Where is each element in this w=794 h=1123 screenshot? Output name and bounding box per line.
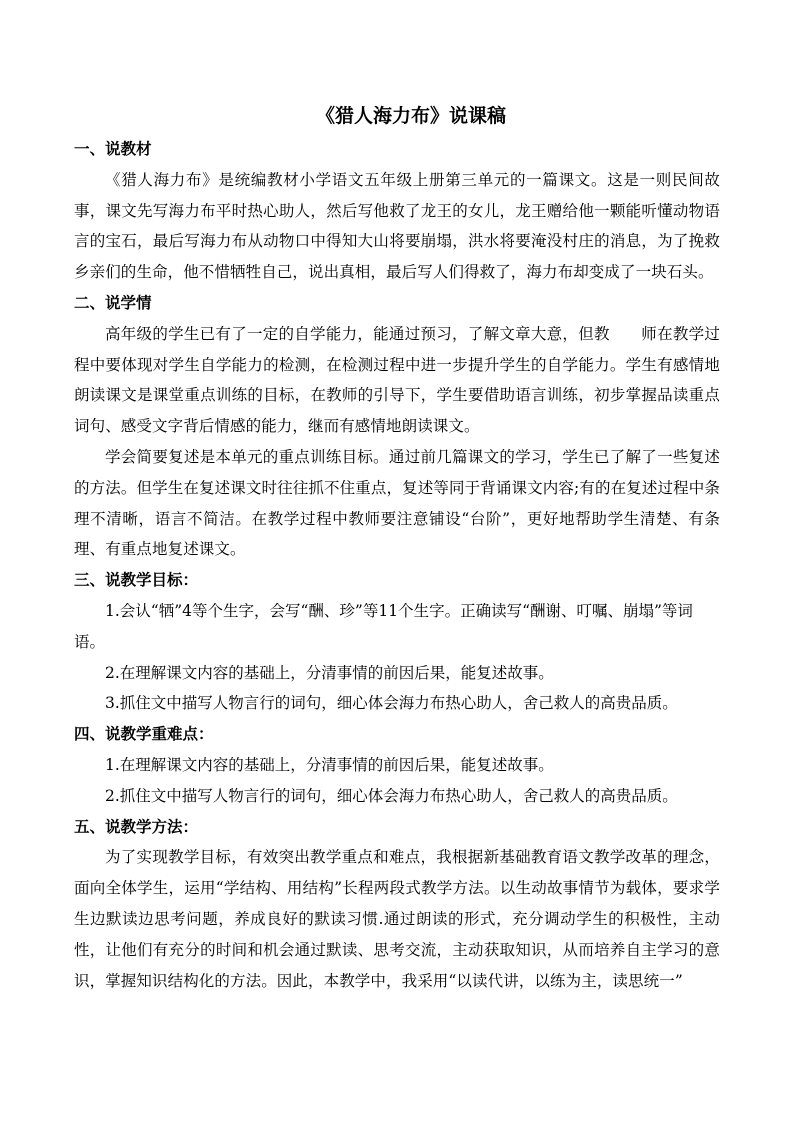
section-heading: 三、说教学目标：	[74, 570, 199, 590]
section-teaching-methods	[74, 812, 720, 997]
document-title: 《猎人海力布》说课稿	[315, 105, 506, 127]
list-item: 2.在理解课文内容的基础上，分清事情的前因后果，能复述故事。	[105, 663, 554, 682]
body-paragraph: 高年级的学生已有了一定的自学能力，能通过预习，了解文章大意，但教 师在教学过程中要体现对学生自学能力的检测，在检测过程中进一步提升学生的自学能力。学生有感情地朗读课文是课堂重点训练的目标，在教师的引导下，学生要借助语言训练，初步掌握品读重点词句、感受文字背后情感的能力，继而有感情地朗读课文。	[74, 324, 720, 436]
section-student-analysis	[74, 288, 720, 565]
body-paragraph: 学会简要复述是本单元的重点训练目标。通过前几篇课文的学习，学生已了解了一些复述的方法。但学生在复述课文时往往抓不住重点，复述等同于背诵课文内容;有的在复述过程中条理不清晰，语言不简洁。在教学过程中教师要注意铺设“台阶”，更好地帮助学生清楚、有条理、有重点地复述课文。	[74, 447, 720, 559]
list-item: 1.会认“牺”4等个生字，会写“酬、珍”等11个生字。正确读写“酬谢、叮嘱、崩塌”等词语。	[74, 601, 693, 651]
section-heading: 四、说教学重难点：	[74, 724, 214, 744]
section-teaching-goals	[74, 565, 720, 719]
section-key-difficulties	[74, 719, 720, 811]
body-paragraph: 《猎人海力布》是统编教材小学语文五年级上册第三单元的一篇课文。这是一则民间故事，课文先写海力布平时热心助人，然后写他救了龙王的女儿，龙王赠给他一颗能听懂动物语言的宝石，最后写海力布从动物口中得知大山将要崩塌，洪水将要淹没村庄的消息，为了挽救乡亲们的生命，他不惜牺牲自己，说出真相，最后写人们得救了，海力布却变成了一块石头。	[74, 170, 720, 282]
body-paragraph: 为了实现教学目标，有效突出教学重点和难点，我根据新基础教育语文教学改革的理念，面向全体学生，运用“学结构、用结构”长程两段式教学方法。以生动故事情节为载体，要求学生边默读边思考问题，养成良好的默读习惯.通过朗读的形式，充分调动学生的积极性，主动性，让他们有充分的时间和机会通过默读、思考交流，主动获取知识，从而培养自主学习的意识，掌握知识结构化的方法。因此，本教学中，我采用“以读代讲，以练为主，读思统一”	[74, 848, 720, 990]
section-heading: 五、说教学方法：	[74, 816, 199, 836]
list-item: 1.在理解课文内容的基础上，分清事情的前因后果，能复述故事。	[105, 755, 554, 774]
section-heading: 一、说教材	[74, 139, 152, 158]
list-item: 3.抓住文中描写人物言行的词句，细心体会海力布热心助人，舍己救人的高贵品质。	[105, 694, 678, 713]
list-item: 2.抓住文中描写人物言行的词句，细心体会海力布热心助人，舍己救人的高贵品质。	[105, 786, 678, 805]
section-teaching-material	[74, 134, 720, 288]
section-heading: 二、说学情	[74, 292, 152, 312]
